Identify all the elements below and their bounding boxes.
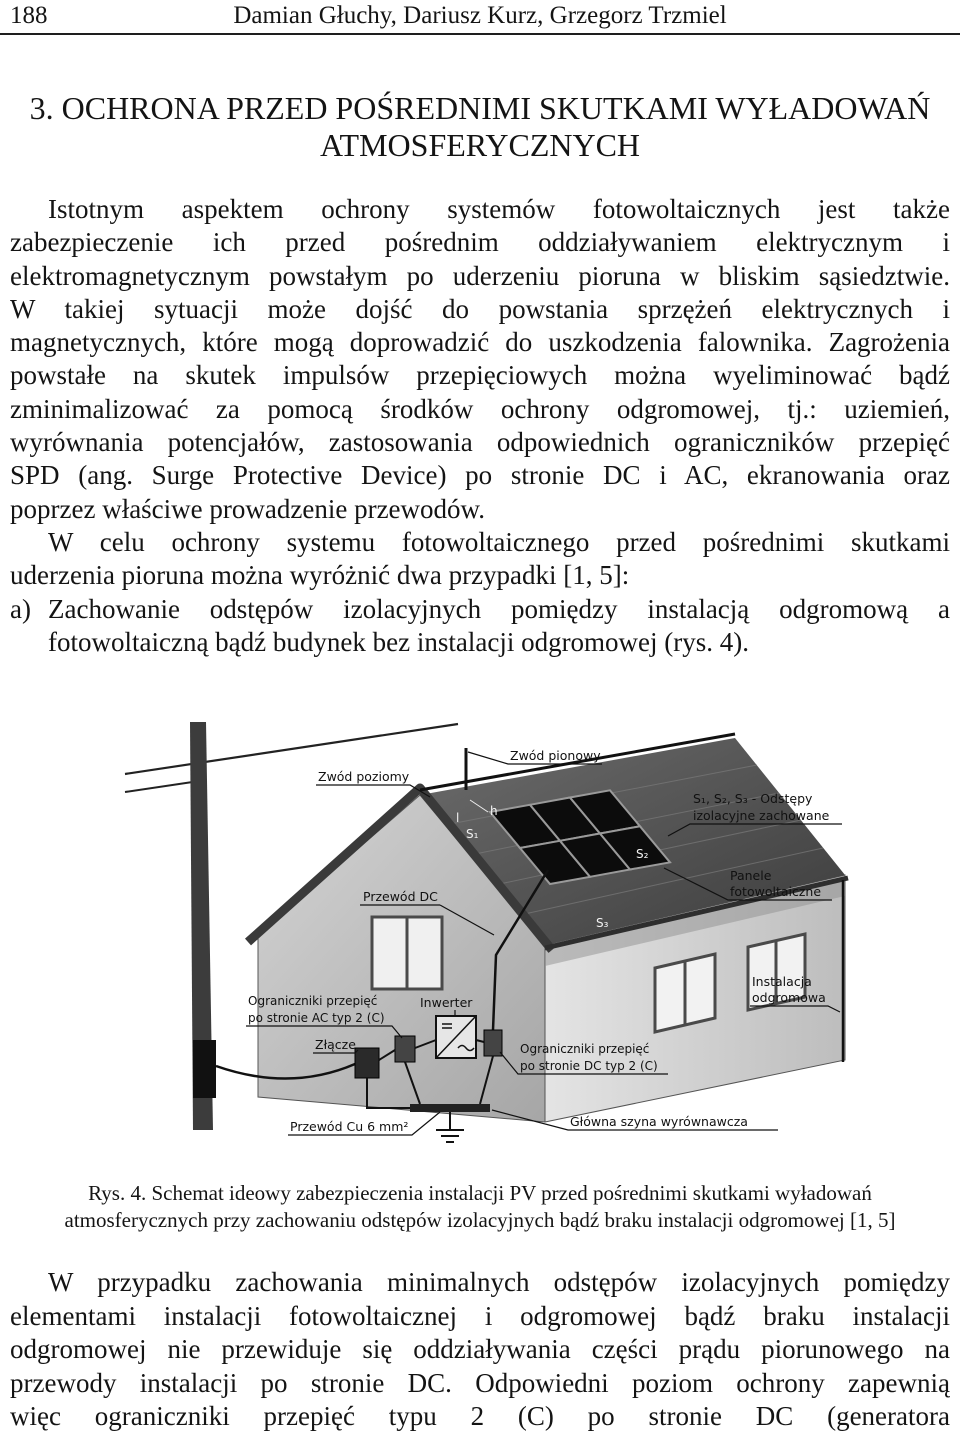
label-copper-conductor: Przewód Cu 6 mm²	[290, 1119, 409, 1134]
paragraph-1-line: Istotnym aspektem ochrony systemów fotowoltaicznych jest także	[48, 194, 950, 224]
label-connector: Złącze	[315, 1037, 356, 1052]
label-spd-dc-line-2: po stronie DC typ 2 (C)	[520, 1059, 658, 1073]
inverter	[436, 1016, 476, 1058]
body-text-top	[0, 193, 960, 659]
paragraph-1-line: magnetycznych, które mogą doprowadzić do uszkodzenia falownika. Zagrożenia	[10, 327, 950, 358]
label-vertical-air-terminal: Zwód pionowy	[510, 748, 601, 763]
label-s1: S₁	[466, 827, 479, 841]
paragraph-1-line: SPD (ang. Surge Protective Device) po stronie DC i AC, ekranowania oraz	[10, 460, 950, 491]
label-l: l	[456, 811, 460, 825]
label-spd-dc-line-1: Ograniczniki przepięć	[520, 1042, 650, 1056]
caption-line: Rys. 4. Schemat ideowy zabezpieczenia instalacji PV przed pośrednimi skutkami wyładowań	[88, 1181, 872, 1205]
label-s3: S₃	[596, 916, 609, 930]
label-lightning-protection-line-1: Instalacja	[752, 974, 812, 989]
figure-caption	[0, 1180, 960, 1234]
header-rule	[0, 33, 960, 35]
paragraph-1-line: elektromagnetycznym powstałym po uderzeniu pioruna w bliskim sąsiedztwie.	[10, 260, 950, 291]
main-equipotential-bus	[410, 1104, 490, 1112]
paragraph-1-line: poprzez właściwe prowadzenie przewodów.	[10, 493, 486, 524]
spd-ac-box	[395, 1036, 415, 1062]
spd-dc-box	[484, 1030, 502, 1056]
label-horizontal-air-terminal: Zwód poziomy	[318, 769, 410, 784]
paragraph-3-line: przewody instalacji po stronie DC. Odpowiedni poziom ochrony zapewnią	[10, 1367, 950, 1398]
list-item-line: fotowoltaiczną bądź budynek bez instalacji odgromowej (rys. 4).	[48, 626, 750, 657]
side-window-1	[655, 954, 715, 1032]
label-separation-distances-line-1: S₁, S₂, S₃ - Odstępy	[693, 791, 813, 806]
label-h: h	[490, 804, 498, 818]
label-dc-cable: Przewód DC	[363, 889, 438, 904]
list-marker: a)	[10, 593, 31, 624]
running-header-authors: Damian Głuchy, Dariusz Kurz, Grzegorz Trzmiel	[233, 2, 727, 29]
paragraph-1-line: zabezpieczenie ich przed pośrednim oddziaływaniem elektrycznym i	[10, 227, 950, 258]
paragraph-3-line: odgromowej nie przewiduje się oddziaływania części prądu piorunowego na	[10, 1334, 950, 1364]
paragraph-2-line: W celu ochrony systemu fotowoltaicznego przed pośrednimi skutkami	[48, 526, 950, 557]
connector-box	[355, 1048, 379, 1078]
paragraph-3-line: W przypadku zachowania minimalnych odstępów izolacyjnych pomiędzy	[48, 1267, 950, 1297]
label-spd-ac-line-1: Ograniczniki przepięć	[248, 994, 378, 1008]
page-number: 188	[10, 2, 48, 29]
label-lightning-protection-line-2: odgromowa	[752, 990, 826, 1005]
label-s2: S₂	[636, 847, 649, 861]
label-inverter: Inwerter	[420, 995, 473, 1010]
label-pv-panels-line-2: fotowoltaiczne	[730, 884, 822, 899]
paragraph-3-line: elementami instalacji fotowoltaicznej i odgromowej bądź braku instalacji	[10, 1300, 950, 1331]
label-main-bus: Główna szyna wyrównawcza	[570, 1114, 748, 1129]
label-separation-distances-line-2: izolacyjne zachowane	[693, 808, 830, 823]
gable-window	[372, 917, 442, 989]
paragraph-3-line: więc ograniczniki przepięć typu 2 (C) po stronie DC (generatora	[10, 1401, 950, 1431]
paragraph-2-line: uderzenia pioruna można wyróżnić dwa przypadki [1, 5]:	[10, 560, 630, 591]
pole-connection-box	[193, 1040, 216, 1098]
list-item-line: Zachowanie odstępów izolacyjnych pomiędzy instalacją odgromową a	[48, 593, 950, 624]
paragraph-1-line: W takiej sytuacji może dojść do powstania sprzężeń elektrycznych i	[10, 293, 950, 324]
section-title-line-2: ATMOSFERYCZNYCH	[319, 127, 641, 163]
label-pv-panels-line-1: Panele	[730, 868, 772, 883]
overhead-wire	[125, 724, 458, 774]
paragraph-1-line: zminimalizować za pomocą środków ochrony odgromowej, tj.: uziemień,	[10, 393, 950, 424]
body-text-bottom	[0, 1266, 960, 1434]
list-item-a	[0, 593, 960, 626]
caption-line: atmosferycznych przy zachowaniu odstępów izolacyjnych bądź braku instalacji odgromowej [1, 5]	[64, 1208, 896, 1232]
paragraph-1-line: powstałe na skutek impulsów przepięciowych można wyeliminować bądź	[10, 360, 950, 391]
paragraph-1-line: wyrównania potencjałów, zastosowania odpowiednich ograniczników przepięć	[10, 427, 950, 458]
earth-symbol	[436, 1112, 464, 1142]
label-spd-ac-line-2: po stronie AC typ 2 (C)	[248, 1011, 385, 1025]
section-title-line-1: 3. OCHRONA PRZED POŚREDNIMI SKUTKAMI WYŁADOWAŃ	[29, 90, 931, 126]
figure-4-diagram	[0, 700, 960, 1180]
